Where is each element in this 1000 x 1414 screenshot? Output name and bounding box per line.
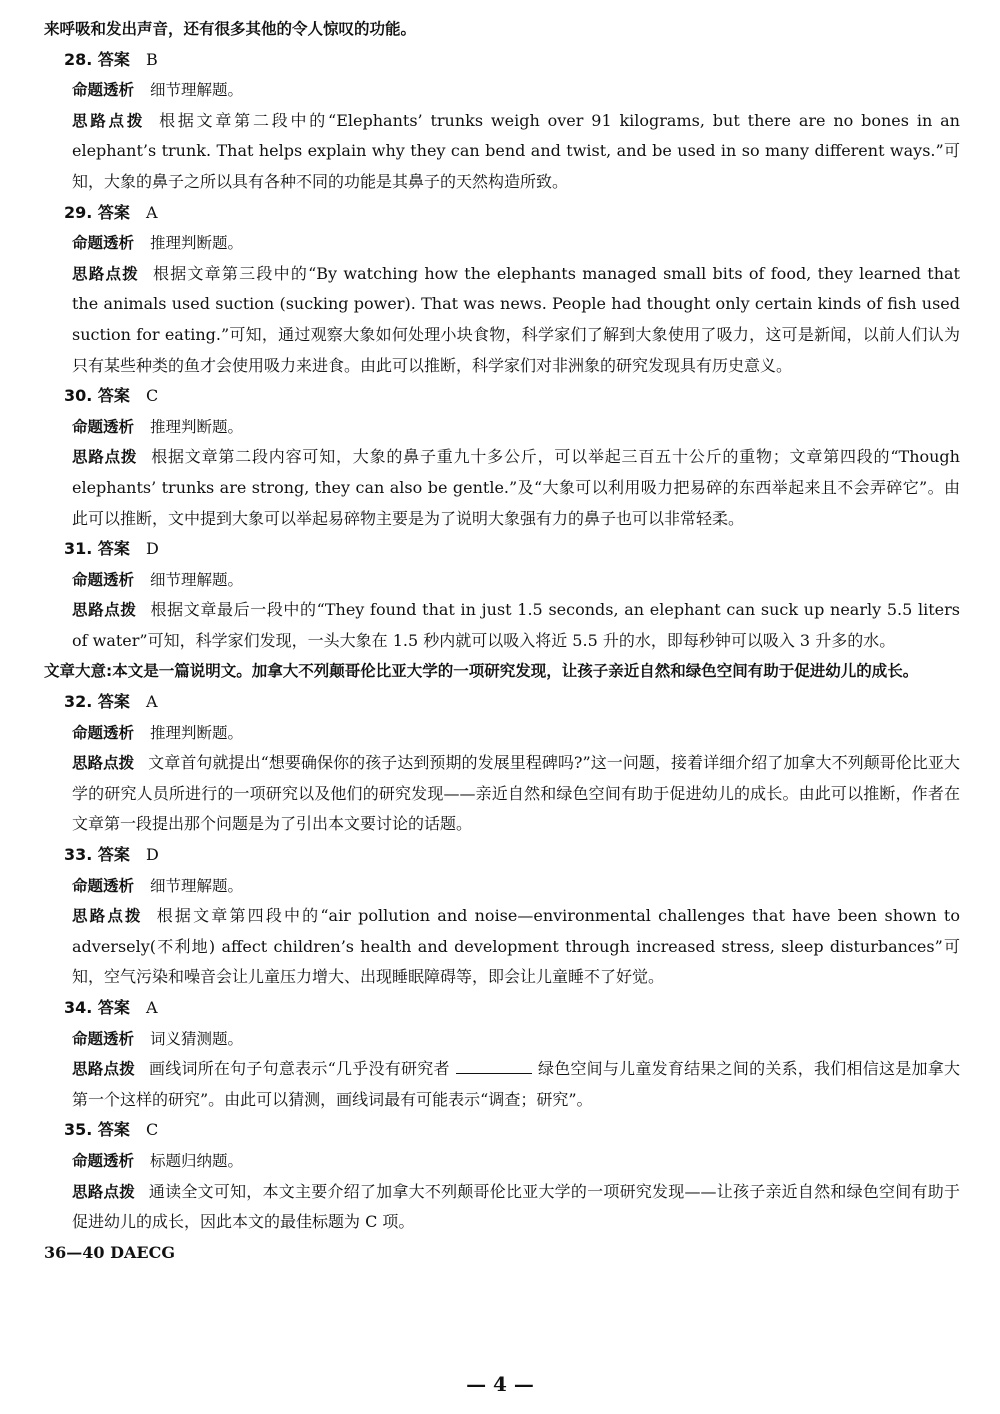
guide-text: 根据文章第二段中的“Elephants’ trunks weigh over 91 kilograms, but there are no bones in an elephant’s trunk. That helps explain why they can bend and twist, and be used in so many different ways.”可知，大象的鼻子之所以具有各种不同的功能是其鼻子的天然构造所致。	[72, 110, 960, 191]
guide-label: 思路点拨	[72, 111, 146, 130]
question-number: 34.	[64, 998, 93, 1017]
analysis-text: 细节理解题。	[150, 876, 244, 895]
answer-letter: B	[145, 49, 158, 69]
guide-label: 思路点拨	[72, 264, 139, 283]
analysis-line-31	[44, 565, 960, 596]
answer-letter: C	[145, 386, 159, 406]
analysis-line-34	[44, 1024, 960, 1055]
guide-paragraph-30	[44, 442, 960, 534]
answer-label: 答案	[97, 998, 130, 1017]
analysis-line-30	[44, 412, 960, 443]
analysis-line-33	[44, 871, 960, 902]
question-number: 33.	[64, 845, 93, 865]
guide-paragraph-35	[44, 1177, 960, 1238]
page-content	[44, 14, 960, 1268]
analysis-text: 词义猜测题。	[150, 1029, 244, 1048]
question-number: 31.	[64, 539, 93, 559]
question-number: 28.	[64, 49, 93, 69]
guide-text: 文章首句就提出“想要确保你的孩子达到预期的发展里程碑吗?”这一问题，接着详细介绍了加拿大不列颠哥伦比亚大学的研究人员所进行的一项研究以及他们的研究发现——亲近自然和绿色空间有助于促进幼儿的成长。由此可以推断，作者在文章第一段提出那个问题是为了引出本文要讨论的话题。	[72, 753, 960, 834]
analysis-line-32	[44, 718, 960, 749]
analysis-text: 标题归纳题。	[150, 1151, 244, 1170]
answer-letter: A	[145, 998, 158, 1017]
answer-label: 答案	[97, 202, 130, 222]
guide-label: 思路点拨	[72, 907, 143, 926]
answer-letter: D	[145, 845, 159, 865]
question-number: 35.	[64, 1120, 93, 1140]
answer-heading-34	[44, 993, 960, 1024]
analysis-label: 命题透析	[72, 417, 135, 436]
answer-label: 答案	[97, 1120, 130, 1140]
guide-label: 思路点拨	[72, 754, 135, 773]
guide-label: 思路点拨	[72, 1182, 135, 1201]
answer-letter: A	[145, 692, 158, 712]
analysis-label: 命题透析	[72, 876, 135, 895]
guide-label: 思路点拨	[72, 1060, 135, 1079]
analysis-label: 命题透析	[72, 570, 135, 589]
article-summary	[44, 656, 960, 687]
guide-label: 思路点拨	[72, 448, 138, 467]
analysis-line-35	[44, 1146, 960, 1177]
analysis-label: 命题透析	[72, 1151, 135, 1170]
analysis-text: 细节理解题。	[150, 81, 244, 100]
guide-paragraph-32	[44, 748, 960, 840]
summary-text: 本文是一篇说明文。加拿大不列颠哥伦比亚大学的一项研究发现，让孩子亲近自然和绿色空间有助于促进幼儿的成长。	[112, 661, 919, 681]
answer-heading-32	[44, 687, 960, 718]
underlined-blank	[456, 1059, 532, 1074]
guide-paragraph-28	[44, 106, 960, 198]
answers-36-40: 36—40 DAECG	[44, 1242, 175, 1262]
answer-label: 答案	[97, 539, 130, 559]
question-number: 29.	[64, 202, 93, 222]
guide-text: 通读全文可知，本文主要介绍了加拿大不列颠哥伦比亚大学的一项研究发现——让孩子亲近自然和绿色空间有助于促进幼儿的成长，因此本文的最佳标题为 C 项。	[72, 1181, 960, 1232]
guide-paragraph-31	[44, 595, 960, 656]
answer-letter: D	[145, 539, 159, 559]
answer-label: 答案	[97, 49, 130, 69]
guide-text: 根据文章第二段内容可知，大象的鼻子重九十多公斤，可以举起三百五十公斤的重物；文章第四段的“Though elephants’ trunks are strong, they can also be gentle.”及“大象可以利用吸力把易碎的东西举起来且不会弄碎它”。由此可以推断，文中提到大象可以举起易碎物主要是为了说明大象强有力的鼻子也可以非常轻柔。	[72, 447, 960, 528]
guide-label: 思路点拨	[72, 601, 137, 620]
answer-label: 答案	[97, 386, 130, 406]
page-number: — 4 —	[466, 1372, 534, 1396]
answer-heading-33	[44, 840, 960, 871]
summary-label: 文章大意:	[44, 662, 113, 681]
guide-text-before-blank: 画线词所在句子句意表示“几乎没有研究者	[148, 1059, 450, 1079]
analysis-line-28	[44, 75, 960, 106]
answer-letter: C	[145, 1120, 159, 1140]
analysis-label: 命题透析	[72, 1029, 135, 1048]
question-number: 30.	[64, 386, 93, 406]
analysis-text: 推理判断题。	[150, 234, 244, 253]
analysis-line-29	[44, 228, 960, 259]
answer-letter: A	[145, 202, 158, 222]
answer-heading-28	[44, 45, 960, 76]
answer-label: 答案	[97, 845, 130, 865]
guide-text: 根据文章最后一段中的“They found that in just 1.5 seconds, an elephant can suck up nearly 5.5 liters of water”可知，科学家们发现，一头大象在 1.5 秒内就可以吸入将近 5.5 升的水，即每秒钟可以吸入 3 升多的水。	[72, 600, 960, 650]
guide-paragraph-33	[44, 901, 960, 993]
intro-tail-text: 来呼吸和发出声音，还有很多其他的令人惊叹的功能。	[44, 19, 417, 38]
analysis-label: 命题透析	[72, 81, 135, 100]
guide-paragraph-34	[44, 1054, 960, 1115]
guide-text: 根据文章第三段中的“By watching how the elephants managed small bits of food, they learned that the animals used suction (sucking power). That was news. People had thought only certain kinds of fish used suction for eating.”可知，通过观察大象如何处理小块食物，科学家们了解到大象使用了吸力，这可是新闻，以前人们认为只有某些种类的鱼才会使用吸力来进食。由此可以推断，科学家们对非洲象的研究发现具有历史意义。	[72, 263, 960, 375]
analysis-label: 命题透析	[72, 234, 135, 253]
analysis-text: 推理判断题。	[150, 417, 244, 436]
guide-text-after-blank: 绿色空间与儿童发育结果之间的关系，我们相信这是加拿大第一个这样的研究”。由此可以猜测，画线词最有可能表示“调查；研究”。	[72, 1059, 960, 1109]
analysis-label: 命题透析	[72, 723, 135, 742]
guide-text: 根据文章第四段中的“air pollution and noise—environmental challenges that have been shown to adversely(不利地) affect children’s health and development through increased stress, sleep disturbances”可知，空气污染和噪音会让儿童压力增大、出现睡眠障碍等，即会让儿童睡不了好觉。	[72, 906, 960, 987]
answer-heading-35	[44, 1115, 960, 1146]
answer-heading-29	[44, 198, 960, 229]
answer-heading-31	[44, 534, 960, 565]
answer-label: 答案	[97, 692, 130, 712]
guide-paragraph-29	[44, 259, 960, 381]
analysis-text: 细节理解题。	[150, 570, 244, 589]
analysis-text: 推理判断题。	[150, 723, 244, 742]
question-number: 32.	[64, 692, 93, 712]
answer-heading-30	[44, 381, 960, 412]
